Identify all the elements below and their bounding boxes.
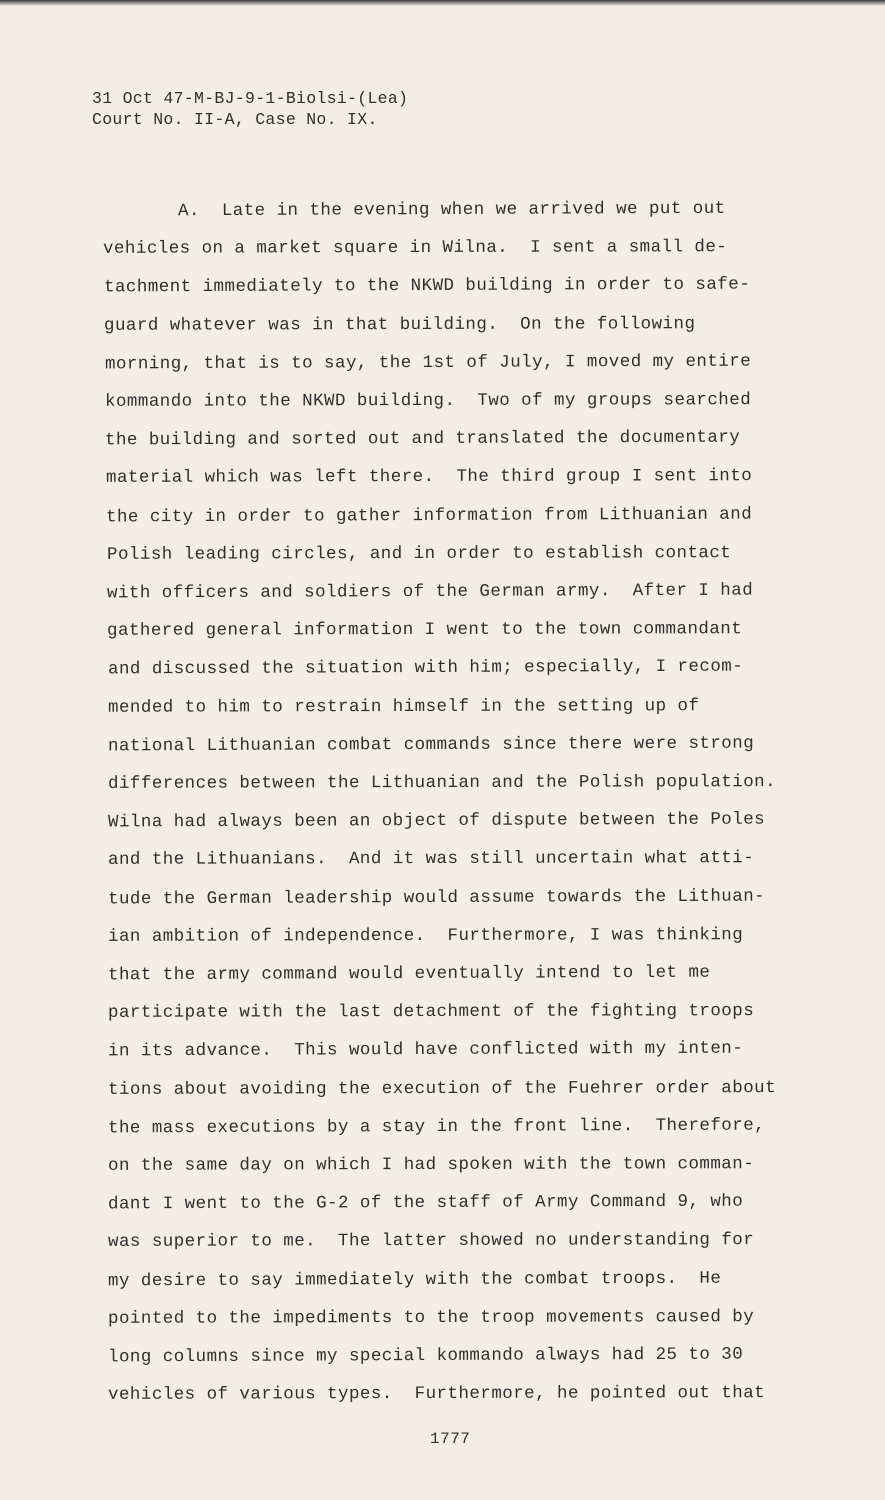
body-line: my desire to say immediately with the combat troops. He: [107, 1268, 722, 1291]
body-line: pointed to the impediments to the troop movements caused by: [107, 1306, 754, 1329]
header-line-2: Court No. II-A, Case No. IX.: [92, 110, 378, 129]
body-line: gathered general information I went to the town commandant: [107, 619, 743, 642]
header-line-1: 31 Oct 47-M-BJ-9-1-Biolsi-(Lea): [92, 89, 409, 108]
scan-edge-shadow: [0, 0, 885, 6]
body-line: tude the German leadership would assume towards the Lithuan-: [107, 886, 765, 910]
body-line: guard whatever was in that building. On the following: [104, 313, 696, 336]
body-line: participate with the last detachment of the fighting troops: [107, 1001, 754, 1024]
body-line: the mass executions by a stay in the front line. Therefore,: [107, 1115, 765, 1139]
document-header: [92, 88, 408, 130]
body-line: the city in order to gather information from Lithuanian and: [106, 504, 753, 528]
body-line: the building and sorted out and translated the documentary: [105, 427, 741, 451]
body-line: kommando into the NKWD building. Two of my groups searched: [104, 390, 752, 412]
body-line: A. Late in the evening when we arrived we put out: [177, 198, 726, 222]
body-line: in its advance. This would have conflicted with my inten-: [107, 1039, 744, 1062]
body-line: vehicles on a market square in Wilna. I sent a small de-: [103, 237, 728, 260]
body-line: and the Lithuanians. And it was still uncertain what atti-: [107, 848, 754, 871]
body-line: long columns since my special kommando always had 25 to 30: [107, 1344, 744, 1368]
body-line: Polish leading circles, and in order to establish contact: [106, 542, 731, 565]
body-line: national Lithuanian combat commands since there were strong: [107, 733, 754, 757]
body-line: Wilna had always been an object of dispute between the Poles: [107, 809, 765, 833]
body-line: ian ambition of independence. Furthermore, I was thinking: [107, 924, 744, 947]
page-number: 1777: [430, 1430, 471, 1448]
body-line: was superior to me. The latter showed no understanding for: [107, 1230, 754, 1253]
body-line: differences between the Lithuanian and the Polish population.: [107, 772, 776, 794]
body-line: morning, that is to say, the 1st of July, I moved my entire: [104, 351, 751, 375]
body-line: with officers and soldiers of the German army. After I had: [106, 580, 754, 604]
body-line: tachment immediately to the NKWD building in order to safe-: [103, 274, 750, 298]
body-line: material which was left there. The third group I sent into: [105, 466, 752, 489]
body-line: that the army command would eventually intend to let me: [107, 962, 711, 986]
body-line: tions about avoiding the execution of the Fuehrer order about: [107, 1077, 776, 1100]
body-line: vehicles of various types. Furthermore, he pointed out that: [107, 1383, 765, 1406]
body-line: mended to him to restrain himself in the setting up of: [107, 695, 700, 718]
body-line: on the same day on which I had spoken with the town comman-: [107, 1154, 754, 1176]
body-line: and discussed the situation with him; especially, I recom-: [107, 657, 744, 680]
body-line: dant I went to the G-2 of the staff of Army Command 9, who: [107, 1191, 744, 1215]
